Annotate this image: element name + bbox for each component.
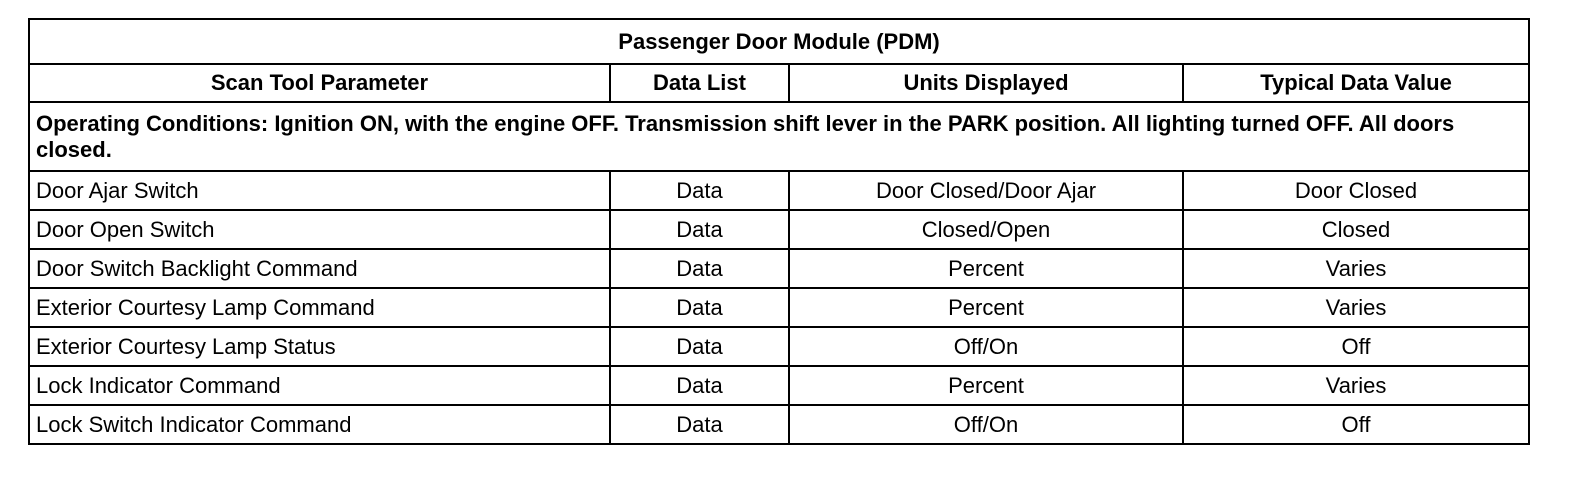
typical-value-cell: Closed [1183,210,1529,249]
table-title: Passenger Door Module (PDM) [29,19,1529,64]
data-list-cell: Data [610,366,789,405]
table-row [29,288,1529,327]
parameter-cell: Door Open Switch [29,210,610,249]
parameter-cell: Exterior Courtesy Lamp Status [29,327,610,366]
header-typical-data-value: Typical Data Value [1183,64,1529,102]
units-cell: Percent [789,366,1183,405]
conditions-row [29,102,1529,171]
parameter-cell: Lock Switch Indicator Command [29,405,610,444]
title-row [29,19,1529,64]
parameter-cell: Door Switch Backlight Command [29,249,610,288]
data-list-cell: Data [610,210,789,249]
table-row [29,405,1529,444]
pdm-scan-tool-table [28,18,1530,445]
data-list-cell: Data [610,405,789,444]
data-list-cell: Data [610,249,789,288]
table-row [29,210,1529,249]
units-cell: Door Closed/Door Ajar [789,171,1183,210]
table-row [29,171,1529,210]
header-row [29,64,1529,102]
operating-conditions: Operating Conditions: Ignition ON, with the engine OFF. Transmission shift lever in the PARK position. All lighting turned OFF. All doors closed. [29,102,1529,171]
typical-value-cell: Varies [1183,366,1529,405]
table-row [29,327,1529,366]
data-list-cell: Data [610,327,789,366]
parameter-cell: Exterior Courtesy Lamp Command [29,288,610,327]
units-cell: Percent [789,249,1183,288]
typical-value-cell: Off [1183,327,1529,366]
data-list-cell: Data [610,171,789,210]
parameter-cell: Lock Indicator Command [29,366,610,405]
units-cell: Off/On [789,327,1183,366]
units-cell: Off/On [789,405,1183,444]
pdm-table-container [28,18,1528,445]
header-data-list: Data List [610,64,789,102]
units-cell: Closed/Open [789,210,1183,249]
units-cell: Percent [789,288,1183,327]
parameter-cell: Door Ajar Switch [29,171,610,210]
table-row [29,366,1529,405]
typical-value-cell: Varies [1183,288,1529,327]
table-row [29,249,1529,288]
typical-value-cell: Door Closed [1183,171,1529,210]
header-units-displayed: Units Displayed [789,64,1183,102]
data-list-cell: Data [610,288,789,327]
typical-value-cell: Off [1183,405,1529,444]
typical-value-cell: Varies [1183,249,1529,288]
header-scan-tool-parameter: Scan Tool Parameter [29,64,610,102]
